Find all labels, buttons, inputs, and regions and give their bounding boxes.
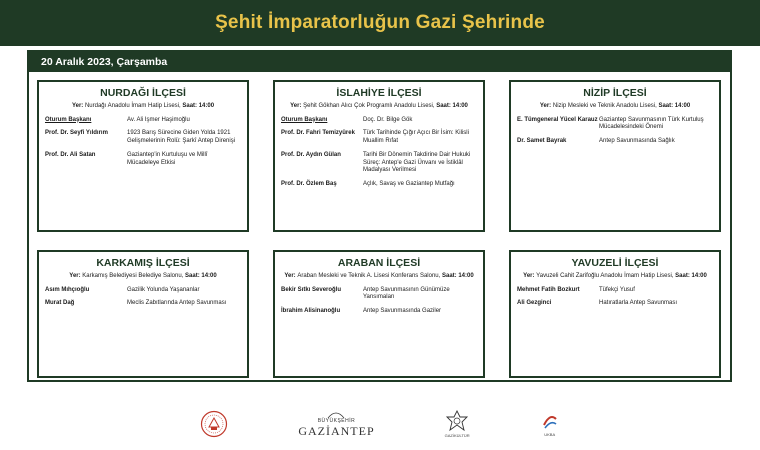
- district-card: [37, 80, 249, 232]
- speaker-row: [281, 287, 477, 303]
- talk-topic: Gaziantep Savunmasının Türk Kurtuluş Mücadelesindeki Önemi: [599, 116, 704, 131]
- speaker-name: Murat Dağ: [45, 300, 75, 307]
- venue-line: [517, 273, 713, 281]
- speaker-row: [281, 152, 477, 175]
- district-card: [37, 250, 249, 378]
- page-title: Şehit İmparatorluğun Gazi Şehrinde: [215, 12, 545, 33]
- venue-line: [281, 103, 477, 111]
- venue-line: [45, 273, 241, 281]
- district-title: NURDAĞI İLÇESİ: [100, 87, 186, 99]
- talk-topic: 1923 Barış Sürecine Giden Yolda 1921 Gelişmelerinin Rolü: Şarkî Antep Direnişi: [127, 130, 236, 145]
- speaker-name: Asım Mıhçıoğlu: [45, 286, 90, 293]
- speaker-row: [517, 117, 713, 133]
- speaker-row: [45, 130, 241, 146]
- footer-logos: [0, 398, 760, 450]
- speaker-name: Dr. Samet Bayrak: [517, 138, 567, 145]
- venue-prefix: Yer:: [523, 273, 537, 279]
- speaker-row: [517, 300, 713, 308]
- venue-name: Nurdağı Anadolu İmam Hatip Lisesi,: [84, 103, 183, 109]
- speaker-row: [45, 300, 241, 308]
- event-date: 20 Aralık 2023, Çarşamba: [41, 56, 168, 68]
- speaker-list: [45, 287, 241, 309]
- venue-name: Karkamış Belediyesi Belediye Salonu,: [82, 273, 186, 279]
- venue-prefix: Yer:: [284, 273, 298, 279]
- venue-line: [281, 273, 477, 281]
- talk-topic: Hatıratlarla Antep Savunması: [599, 300, 678, 307]
- venue-name: Şehit Gökhan Alıcı Çok Programlı Anadolu Lisesi,: [303, 103, 437, 109]
- speaker-name: Prof. Dr. Fahri Temizyürek: [281, 130, 355, 137]
- speaker-name: İbrahim Alisinanoğlu: [281, 308, 341, 315]
- speaker-row: [281, 308, 477, 316]
- session-time: Saat: 14:00: [675, 273, 707, 279]
- district-title: KARKAMIŞ İLÇESİ: [96, 257, 190, 269]
- speaker-name: Ali Gezginci: [517, 300, 552, 307]
- talk-topic: Av. Ali Işmer Haşimoğlu: [127, 116, 190, 123]
- header-banner: [0, 0, 760, 46]
- district-title: NİZİP İLÇESİ: [583, 87, 647, 99]
- gazikultur-label: GAZİKÜLTÜR: [444, 433, 470, 438]
- venue-prefix: Yer:: [71, 103, 85, 109]
- speaker-row: [281, 130, 477, 146]
- talk-topic: Antep Savunmasında Gaziler: [363, 308, 442, 315]
- venue-name: Yavuzeli Cahit Zarifoğlu Anadolu İmam Hatip Lisesi,: [536, 273, 676, 279]
- district-card: [273, 80, 485, 232]
- session-chair-row: [45, 117, 241, 125]
- gaziantep-municipality-logo: [298, 410, 374, 439]
- talk-topic: Türk Tarihinde Çığır Açıcı Bir İsim: Kilisli Muallim Rıfat: [363, 130, 469, 145]
- ukba-logo: [540, 411, 560, 437]
- gazikultur-logo: [445, 410, 470, 438]
- speaker-row: [517, 138, 713, 146]
- session-time: Saat: 14:00: [182, 103, 215, 109]
- district-card: [273, 250, 485, 378]
- speaker-list: [281, 117, 477, 190]
- buyuksehir-label: BÜYÜKŞEHİR: [317, 417, 356, 424]
- session-time: Saat: 14:00: [441, 273, 474, 279]
- venue-line: [517, 103, 713, 111]
- speaker-name: Oturum Başkanı: [281, 116, 328, 123]
- venue-name: Araban Mesleki ve Teknik A. Lisesi Konferans Salonu,: [297, 273, 442, 279]
- talk-topic: Meclis Zabıtlarında Antep Savunması: [127, 300, 227, 307]
- session-chair-row: [281, 117, 477, 125]
- talk-topic: Gaziantep'in Kurtuluşu ve Millî Mücadeleye Etkisi: [127, 151, 208, 166]
- speaker-row: [281, 181, 477, 189]
- speaker-name: Oturum Başkanı: [45, 116, 92, 123]
- gaziantep-wordmark: GAZİANTEP: [298, 423, 375, 438]
- talk-topic: Antep Savunmasının Günümüze Yansımaları: [363, 286, 450, 301]
- speaker-list: [517, 117, 713, 146]
- speaker-list: [45, 117, 241, 168]
- venue-line: [45, 103, 241, 111]
- venue-prefix: Yer:: [69, 273, 83, 279]
- district-card: [509, 250, 721, 378]
- speaker-name: Prof. Dr. Aydın Gülan: [281, 151, 341, 158]
- session-time: Saat: 14:00: [185, 273, 217, 279]
- talk-topic: Doç. Dr. Bilge Gök: [363, 116, 413, 123]
- speaker-list: [517, 287, 713, 309]
- venue-prefix: Yer:: [539, 103, 553, 109]
- venue-prefix: Yer:: [290, 103, 304, 109]
- session-time: Saat: 14:00: [658, 103, 691, 109]
- speaker-row: [45, 287, 241, 295]
- session-time: Saat: 14:00: [436, 103, 468, 109]
- speaker-name: Mehmet Fatih Bozkurt: [517, 286, 580, 293]
- district-card: [509, 80, 721, 232]
- ukba-label: UKBA: [544, 432, 556, 437]
- talk-topic: Tüfekçi Yusuf: [599, 286, 635, 293]
- speaker-name: E. Tümgeneral Yücel Karauz: [517, 116, 598, 123]
- district-title: İSLAHİYE İLÇESİ: [336, 87, 422, 99]
- ministry-seal-logo: [200, 410, 228, 438]
- speaker-name: Prof. Dr. Ali Satan: [45, 151, 96, 158]
- talk-topic: Açlık, Savaş ve Gaziantep Mutfağı: [363, 181, 455, 188]
- district-title: ARABAN İLÇESİ: [337, 257, 421, 269]
- program-panel: [27, 50, 732, 382]
- date-bar: [29, 52, 730, 72]
- speaker-row: [517, 287, 713, 295]
- talk-topic: Tarihi Bir Dönemin Takdirine Dair Hukuki Süreç: Antep'e Gazi Ünvanı ve İstiklâl Madalyası Verilmesi: [363, 151, 471, 174]
- speaker-row: [45, 152, 241, 168]
- speaker-name: Prof. Dr. Seyfi Yıldırım: [45, 130, 108, 137]
- talk-topic: Gazilik Yolunda Yaşananlar: [127, 286, 200, 293]
- talk-topic: Antep Savunmasında Sağlık: [599, 138, 675, 145]
- speaker-name: Prof. Dr. Özlem Baş: [281, 181, 337, 188]
- district-title: YAVUZELİ İLÇESİ: [571, 257, 659, 269]
- speaker-name: Bekir Sıtkı Severoğlu: [281, 286, 342, 293]
- speaker-list: [281, 287, 477, 316]
- venue-name: Nizip Mesleki ve Teknik Anadolu Lisesi,: [552, 103, 659, 109]
